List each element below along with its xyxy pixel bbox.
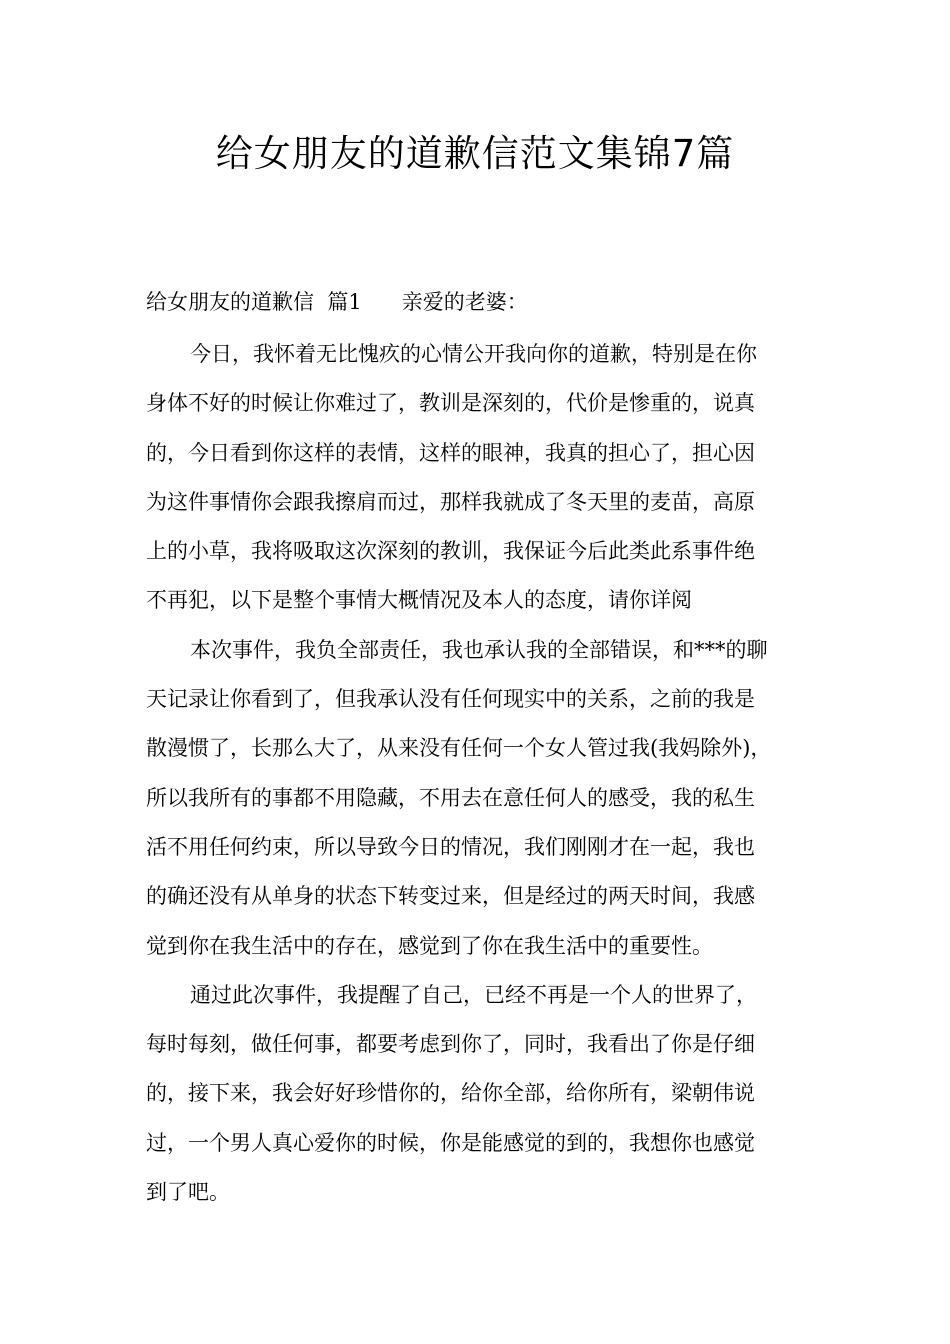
document-body <box>146 284 818 1223</box>
paragraph-line: 的，今日看到你这样的表情，这样的眼神，我真的担心了，担心因 <box>146 440 755 465</box>
paragraph-line: 上的小草，我将吸取这次深刻的教训，我保证今后此类此系事件绝 <box>146 539 755 564</box>
salutation: 亲爱的老婆： <box>401 290 528 314</box>
paragraph-line: 活不用任何约束，所以导致今日的情况，我们刚刚才在一起，我也 <box>146 834 755 859</box>
paragraph-line: 觉到你在我生活中的存在，感觉到了你在我生活中的重要性。 <box>146 933 713 958</box>
paragraph-line: 本次事件，我负全部责任，我也承认我的全部错误，和***的聊 <box>190 637 768 662</box>
paragraph-line: 天记录让你看到了，但我承认没有任何现实中的关系，之前的我是 <box>146 687 755 712</box>
paragraph-line: 的确还没有从单身的状态下转变过来，但是经过的两天时间，我感 <box>146 884 755 909</box>
letter-heading: 给女朋友的道歉信 篇1 <box>146 290 362 314</box>
paragraph-line: 今日，我怀着无比愧疚的心情公开我向你的道歉，特别是在你 <box>190 342 757 366</box>
paragraph-line: 通过此次事件，我提醒了自己，已经不再是一个人的世界了， <box>190 982 757 1007</box>
paragraph-line: 不再犯，以下是整个事情大概情况及本人的态度，请你详阅 <box>146 588 692 613</box>
paragraph-line: 身体不好的时候让你难过了，教训是深刻的，代价是惨重的，说真 <box>146 391 755 416</box>
paragraph-line: 散漫惯了，长那么大了，从来没有任何一个女人管过我(我妈除外)， <box>146 736 772 761</box>
paragraph-line: 过，一个男人真心爱你的时候，你是能感觉的到的，我想你也感觉 <box>146 1130 755 1155</box>
paragraph-line: 到了吧。 <box>146 1180 230 1205</box>
paragraph-line: 每时每刻，做任何事，都要考虑到你了，同时，我看出了你是仔细 <box>146 1032 755 1057</box>
paragraph-line: 为这件事情你会跟我擦肩而过，那样我就成了冬天里的麦苗，高原 <box>146 489 755 514</box>
paragraph-line: 所以我所有的事都不用隐藏，不用去在意任何人的感受，我的私生 <box>146 785 755 810</box>
paragraph-line: 的，接下来，我会好好珍惜你的，给你全部，给你所有，梁朝伟说 <box>146 1081 755 1106</box>
document-title: 给女朋友的道歉信范文集锦7篇 <box>215 132 735 175</box>
intro-line <box>146 284 818 336</box>
